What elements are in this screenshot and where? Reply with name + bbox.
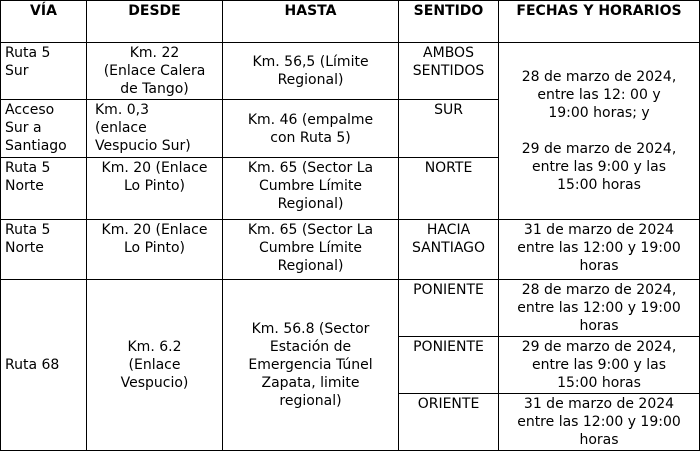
cell-hasta: Km. 65 (Sector La Cumbre Límite Regional) [223,158,399,220]
cell-via: Ruta 5 Norte [1,220,87,280]
cell-fechas: 29 de marzo de 2024, entre las 9:00 y las 15:00 horas [499,337,700,394]
cell-desde: Km. 22 (Enlace Calera de Tango) [87,43,223,100]
cell-hasta: Km. 65 (Sector La Cumbre Límite Regional) [223,220,399,280]
cell-fechas: 31 de marzo de 2024 entre las 12:00 y 19:00 horas [499,220,700,280]
cell-fechas-merged: 28 de marzo de 2024, entre las 12: 00 y 19:00 horas; y 29 de marzo de 2024, entre las 9:00 y las 15:00 horas [499,43,700,220]
table-header-row [1,1,700,43]
cell-desde: Km. 20 (Enlace Lo Pinto) [87,158,223,220]
cell-sentido: HACIA SANTIAGO [399,220,499,280]
header-hasta: HASTA [223,1,399,43]
cell-via: Ruta 68 [1,280,87,451]
table-row [1,220,700,280]
cell-sentido: PONIENTE [399,280,499,337]
header-via: VÍA [1,1,87,43]
cell-sentido: ORIENTE [399,394,499,451]
cell-via: Ruta 5 Norte [1,158,87,220]
cell-sentido: NORTE [399,158,499,220]
cell-desde: Km. 6.2 (Enlace Vespucio) [87,280,223,451]
cell-fechas: 28 de marzo de 2024, entre las 12:00 y 19:00 horas [499,280,700,337]
header-sentido: SENTIDO [399,1,499,43]
cell-via: Acceso Sur a Santiago [1,100,87,158]
cell-desde: Km. 20 (Enlace Lo Pinto) [87,220,223,280]
cell-sentido: PONIENTE [399,337,499,394]
header-fechas: FECHAS Y HORARIOS [499,1,700,43]
cell-via: Ruta 5 Sur [1,43,87,100]
cell-sentido: SUR [399,100,499,158]
cell-sentido: AMBOS SENTIDOS [399,43,499,100]
cell-hasta: Km. 56.8 (Sector Estación de Emergencia Túnel Zapata, limite regional) [223,280,399,451]
cell-hasta: Km. 46 (empalme con Ruta 5) [223,100,399,158]
cell-hasta: Km. 56,5 (Límite Regional) [223,43,399,100]
cell-fechas: 31 de marzo de 2024 entre las 12:00 y 19:00 horas [499,394,700,451]
table-row [1,280,700,337]
cell-desde: Km. 0,3 (enlace Vespucio Sur) [87,100,223,158]
header-desde: DESDE [87,1,223,43]
table-row [1,43,700,100]
